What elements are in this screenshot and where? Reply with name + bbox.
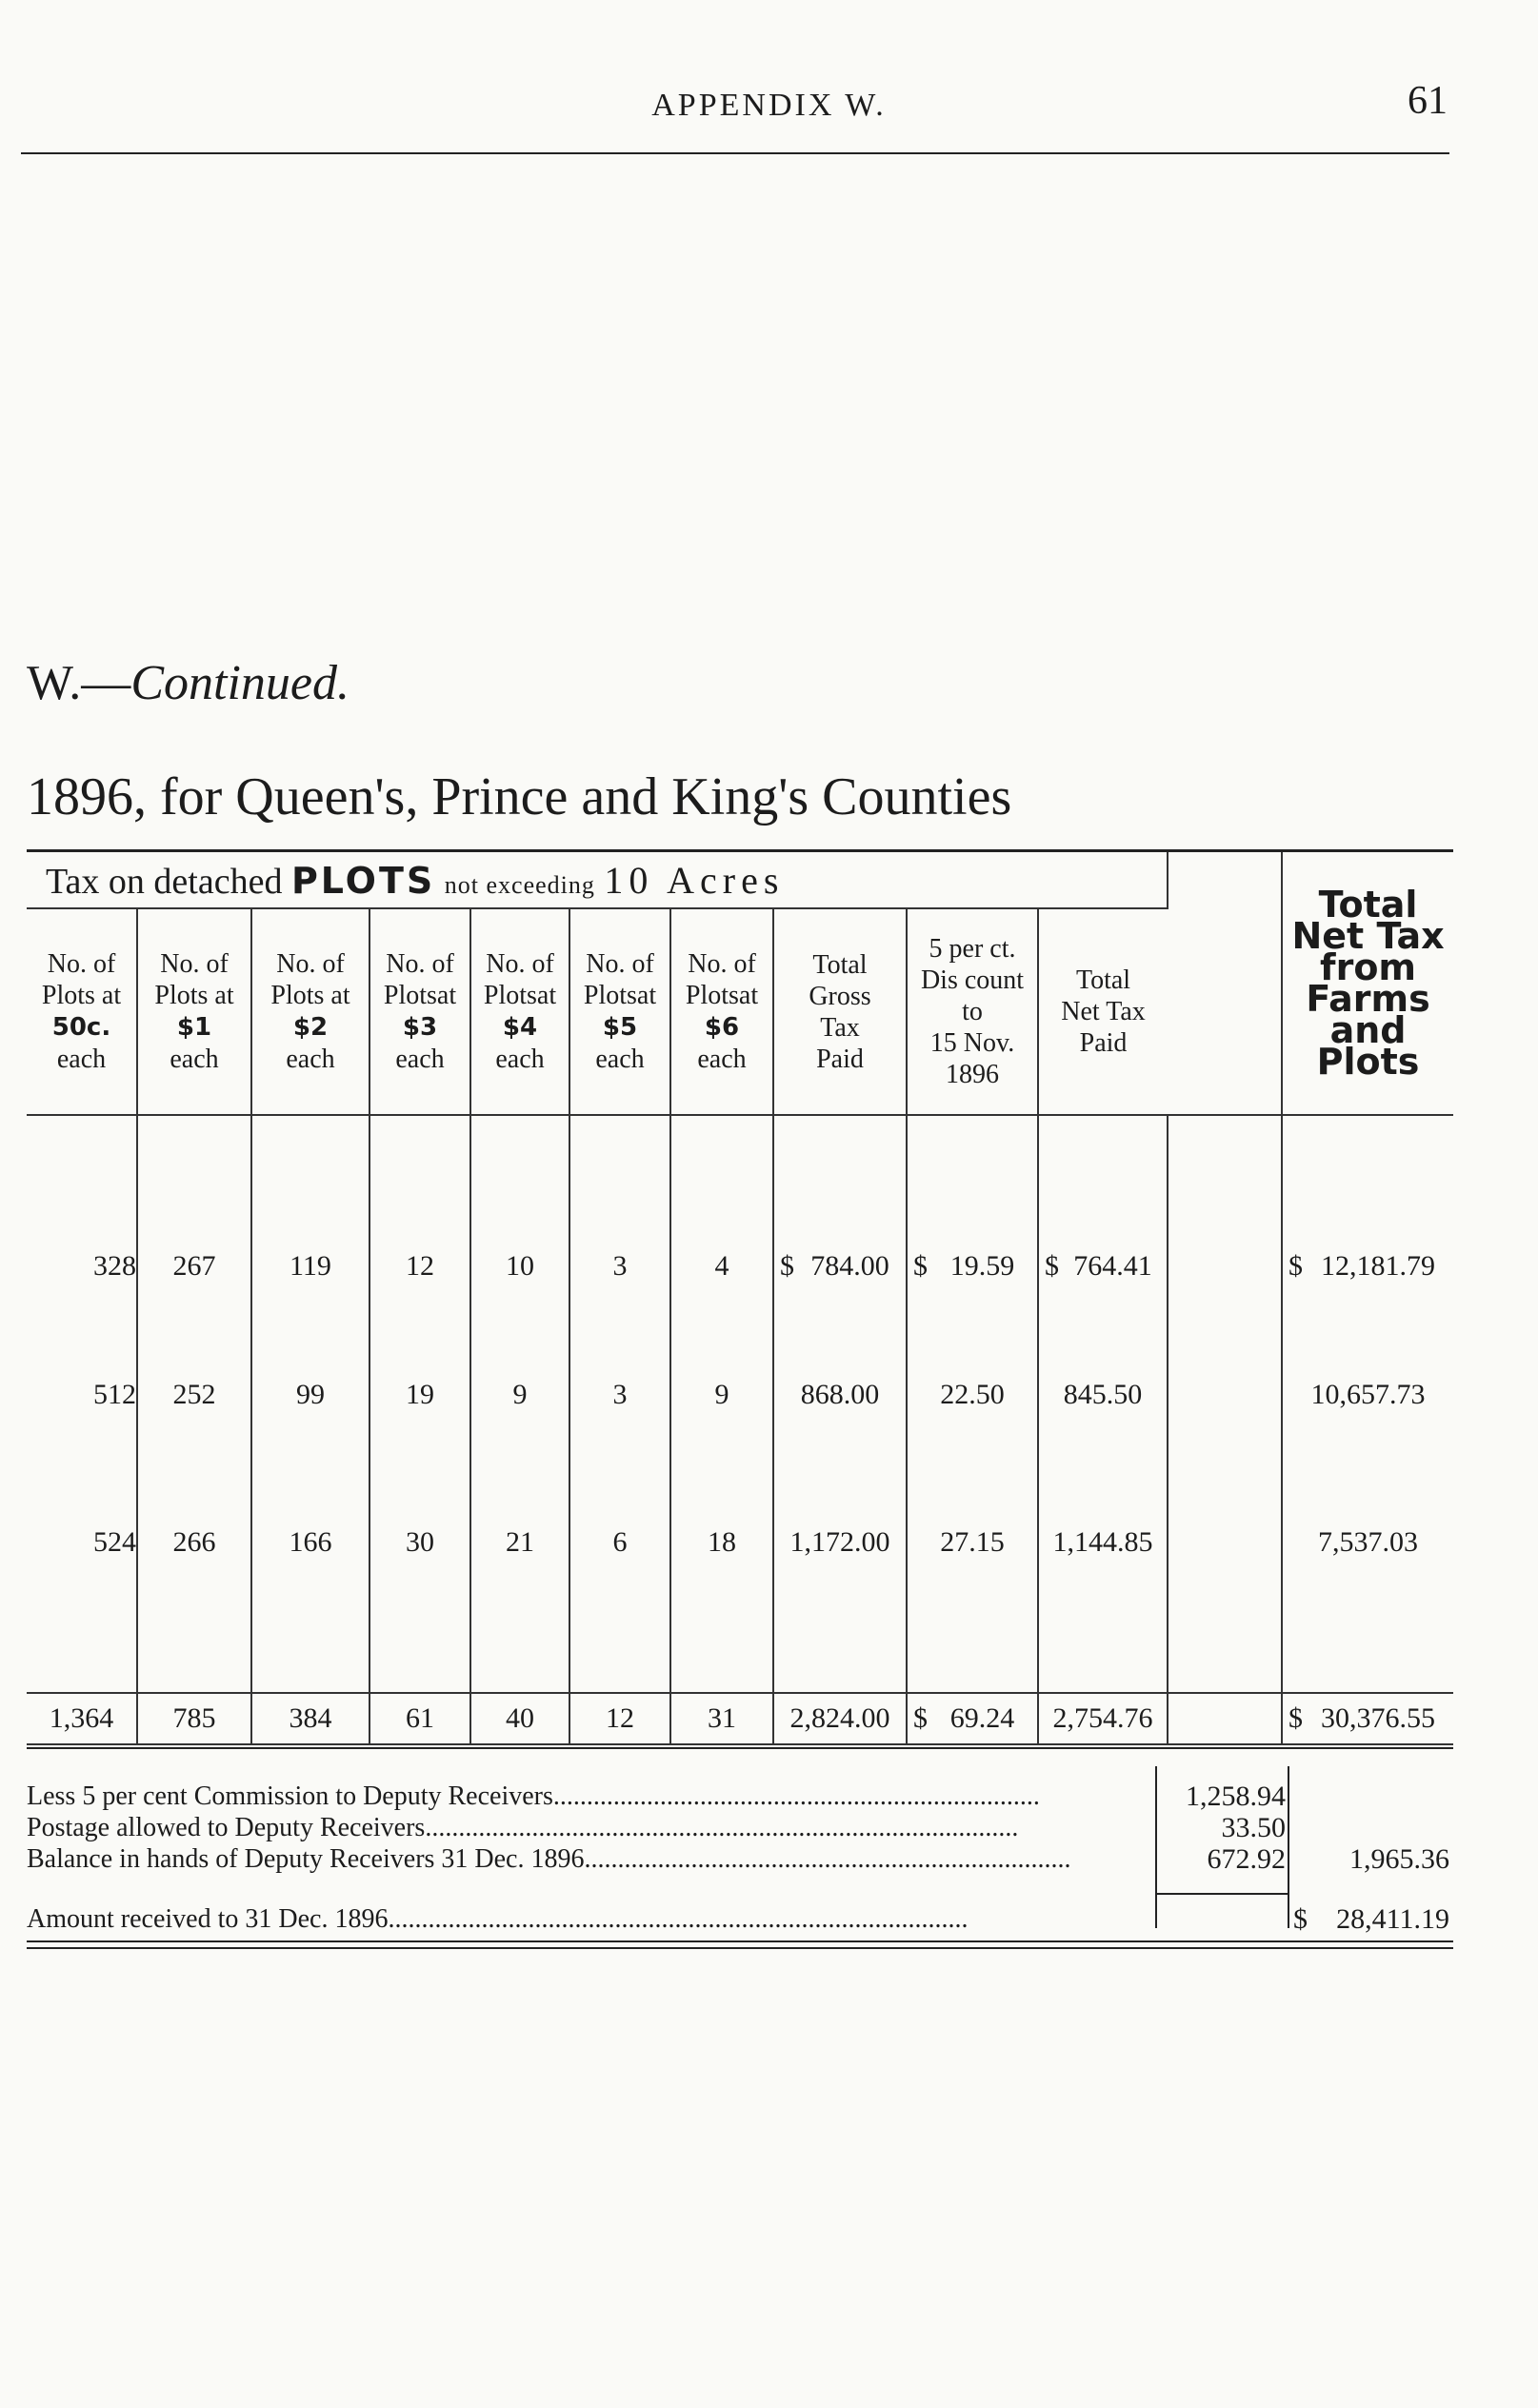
col-head-gross: Total Gross Tax Paid bbox=[773, 908, 907, 1115]
banner-plots: PLOTS bbox=[290, 859, 436, 902]
postage-label: Postage allowed to Deputy Receivers......................................................................................... bbox=[27, 1813, 1019, 1842]
blank-column-header bbox=[1168, 852, 1282, 1115]
spacer-row bbox=[27, 1616, 1453, 1693]
col-head-net: Total Net Tax Paid bbox=[1038, 908, 1168, 1115]
bottom-rule-1 bbox=[27, 1940, 1453, 1942]
amount-received-value: $ 28,411.19 bbox=[1293, 1903, 1449, 1935]
balance-value: 672.92 bbox=[1207, 1843, 1286, 1875]
col-head-50c: No. of Plots at 50c. each bbox=[27, 908, 137, 1115]
table-row: 512 252 99 19 9 3 9 868.00 22.50 845.50 10,657.73 bbox=[27, 1321, 1453, 1468]
col-head-discount: 5 per ct. Dis count to 15 Nov. 1896 bbox=[907, 908, 1038, 1115]
commission-label: Less 5 per cent Commission to Deputy Receivers......................................................................... bbox=[27, 1781, 1040, 1811]
deductions-top-rule bbox=[27, 1747, 1453, 1749]
commission-value: 1,258.94 bbox=[1186, 1781, 1286, 1812]
running-title: APPENDIX W. bbox=[651, 88, 887, 123]
table-row: 524 266 166 30 21 6 18 1,172.00 27.15 1,144.85 7,537.03 bbox=[27, 1468, 1453, 1616]
banner-row bbox=[27, 852, 1453, 908]
table-title: 1896, for Queen's, Prince and King's Counties bbox=[27, 767, 1012, 826]
table-row: 328 267 119 12 10 3 4 $ 784.00 $ 19.59 $ 764.41 $ 12,181.79 bbox=[27, 1115, 1453, 1321]
col-head-4: No. of Plotsat $4 each bbox=[470, 908, 569, 1115]
banner-text-3: 10 Acres bbox=[604, 858, 785, 902]
col-head-2: No. of Plots at $2 each bbox=[251, 908, 370, 1115]
section-title: W.—Continued. bbox=[27, 656, 350, 710]
col-head-5: No. of Plotsat $5 each bbox=[569, 908, 670, 1115]
banner-cell bbox=[27, 852, 1168, 908]
amount-received-label: Amount received to 31 Dec. 1896....................................................................................... bbox=[27, 1904, 969, 1934]
col-head-6: No. of Plotsat $6 each bbox=[670, 908, 773, 1115]
page-number: 61 bbox=[1408, 79, 1448, 123]
total-column-header: Total Net Tax from Farms and Plots bbox=[1282, 852, 1453, 1115]
banner-text-2: not exceeding bbox=[444, 870, 595, 899]
balance-label: Balance in hands of Deputy Receivers 31 Dec. 1896......................................................................... bbox=[27, 1844, 1071, 1874]
header-rule bbox=[21, 152, 1449, 154]
postage-value: 33.50 bbox=[1221, 1812, 1286, 1843]
totals-row: 1,364 785 384 61 40 12 31 2,824.00 $ 69.24 2,754.76 $ 30,376.55 bbox=[27, 1693, 1453, 1744]
banner-text-1: Tax on detached bbox=[46, 861, 283, 902]
col-head-1: No. of Plots at $1 each bbox=[137, 908, 251, 1115]
col-head-3: No. of Plotsat $3 each bbox=[370, 908, 470, 1115]
tax-table bbox=[27, 852, 1453, 1745]
bottom-rule-2 bbox=[27, 1947, 1453, 1949]
deductions-total: 1,965.36 bbox=[1349, 1843, 1449, 1875]
deductions-subtotal-rule bbox=[1157, 1893, 1288, 1895]
